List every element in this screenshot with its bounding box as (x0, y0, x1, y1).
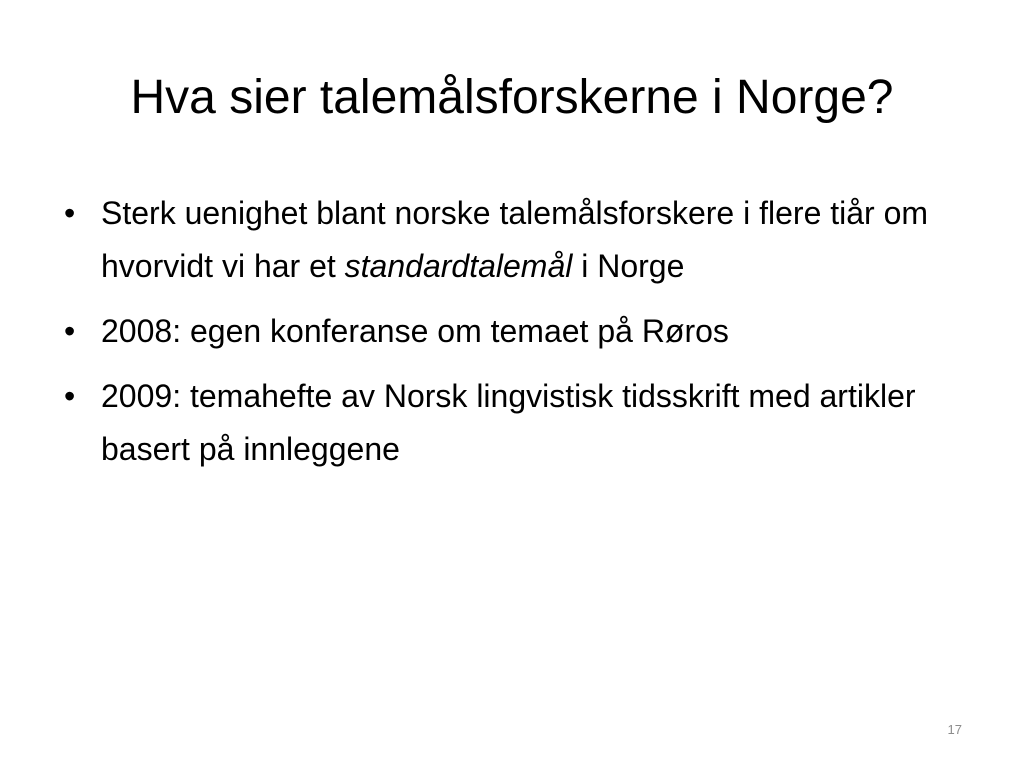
slide-title: Hva sier talemålsforskerne i Norge? (130, 71, 894, 124)
bullet-icon: • (64, 195, 76, 231)
bullet-text: 2009: temahefte av Norsk lingvistisk tidsskrift med artikler basert på innleggene (101, 378, 916, 467)
bullet-text-after: i Norge (572, 248, 685, 284)
bullet-list (64, 187, 964, 488)
bullet-icon: • (64, 378, 76, 414)
bullet-item-2 (64, 305, 964, 358)
bullet-icon: • (64, 313, 76, 349)
bullet-item-3 (64, 370, 964, 476)
bullet-item-1 (64, 187, 964, 293)
slide-number: 17 (947, 722, 962, 737)
bullet-text: 2008: egen konferanse om temaet på Røros (101, 313, 729, 349)
bullet-text: Sterk uenighet blant norske talemålsforskere i flere tiår om hvorvidt vi har et (101, 195, 929, 284)
bullet-emphasis: standardtalemål (344, 248, 573, 284)
